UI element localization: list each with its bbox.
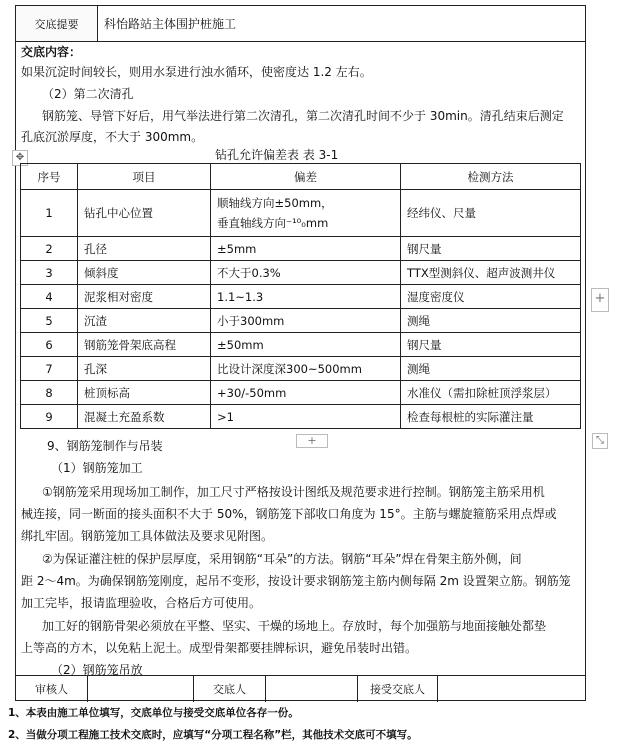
cell-deviation: 不大于0.3% xyxy=(211,261,401,285)
paragraph: 加工好的钢筋骨架必须放在平整、坚实、干燥的场地上。存放时，每个加强筋与地面接触处都垫 xyxy=(42,619,547,633)
cell-item: 沉渣 xyxy=(78,309,211,333)
table-row xyxy=(21,381,581,405)
paragraph: 加工完毕，报请监理验收，合格后方可使用。 xyxy=(21,596,262,610)
paragraph: 距 2～4m。为确保钢筋笼刚度，起吊不变形，按设计要求钢筋笼主筋内侧每隔 2m 设置架立筋。钢筋笼 xyxy=(21,574,571,588)
presenter-field[interactable] xyxy=(266,676,358,702)
receiver-label: 接受交底人 xyxy=(358,676,438,702)
cell-deviation: +30/-50mm xyxy=(211,381,401,405)
table-row xyxy=(21,309,581,333)
cell-item: 桩顶标高 xyxy=(78,381,211,405)
cell-no: 2 xyxy=(21,237,78,261)
cell-no: 3 xyxy=(21,261,78,285)
cell-item: 孔径 xyxy=(78,237,211,261)
deviation-line: 垂直轴线方向⁻¹⁰₀mm xyxy=(217,216,329,230)
header-row xyxy=(16,6,585,42)
column-header: 项目 xyxy=(78,164,211,190)
table-caption: 钻孔允许偏差表 表 3-1 xyxy=(215,148,339,162)
cell-method: 钢尺量 xyxy=(401,237,581,261)
column-header: 偏差 xyxy=(211,164,401,190)
paragraph: 械连接，同一断面的接头面积不大于 50%，钢筋笼下部收口角度为 15°。主筋与螺旋箍筋采用点焊或 xyxy=(21,507,557,521)
column-header: 检测方法 xyxy=(401,164,581,190)
cell-method: 检查每根桩的实际灌注量 xyxy=(401,405,581,429)
cell-no: 7 xyxy=(21,357,78,381)
table-row xyxy=(21,405,581,429)
cell-method: TTX型测斜仪、超声波测井仪 xyxy=(401,261,581,285)
table-row xyxy=(21,190,581,237)
cell-no: 8 xyxy=(21,381,78,405)
cell-method: 水准仪（需扣除桩顶浮浆层） xyxy=(401,381,581,405)
subheading: （2）第二次清孔 xyxy=(42,87,134,101)
cell-no: 9 xyxy=(21,405,78,429)
cell-method: 测绳 xyxy=(401,357,581,381)
cell-deviation xyxy=(211,190,401,237)
cell-item: 钢筋笼骨架底高程 xyxy=(78,333,211,357)
cell-deviation: ±50mm xyxy=(211,333,401,357)
table-header-row xyxy=(21,164,581,190)
cell-no: 6 xyxy=(21,333,78,357)
subheading: （1）钢筋笼加工 xyxy=(51,461,143,475)
paragraph: 如果沉淀时间较长，则用水泵进行浊水循环，使密度达 1.2 左右。 xyxy=(21,65,372,79)
cell-method: 经纬仪、尺量 xyxy=(401,190,581,237)
tolerance-table xyxy=(20,163,581,429)
cell-item: 孔深 xyxy=(78,357,211,381)
resize-icon[interactable]: ⤡ xyxy=(592,433,608,449)
presenter-label: 交底人 xyxy=(194,676,266,702)
cell-item: 泥浆相对密度 xyxy=(78,285,211,309)
add-row-plus-icon[interactable]: + xyxy=(296,434,328,448)
paragraph: ①钢筋笼采用现场加工制作，加工尺寸严格按设计图纸及规范要求进行控制。钢筋笼主筋采用机 xyxy=(42,485,545,499)
subheading: （2）钢筋笼吊放 xyxy=(51,663,143,677)
table-row xyxy=(21,357,581,381)
section-heading: 9、钢筋笼制作与吊装 xyxy=(47,439,163,453)
signoff-row xyxy=(16,675,585,702)
cell-deviation: 1.1~1.3 xyxy=(211,285,401,309)
reviewer-field[interactable] xyxy=(88,676,194,702)
table-row xyxy=(21,285,581,309)
table-row xyxy=(21,333,581,357)
paragraph: 上等高的方木，以免粘上泥土。成型骨架都要挂牌标识，避免吊装时出错。 xyxy=(21,641,418,655)
paragraph: 孔底沉淤厚度，不大于 300mm。 xyxy=(21,130,204,144)
move-icon[interactable]: ✥ xyxy=(12,150,28,166)
table-row xyxy=(21,261,581,285)
cell-method: 钢尺量 xyxy=(401,333,581,357)
column-header: 序号 xyxy=(21,164,78,190)
cell-deviation: >1 xyxy=(211,405,401,429)
header-value[interactable]: 科怡路站主体围护桩施工 xyxy=(104,17,237,31)
cell-method: 测绳 xyxy=(401,309,581,333)
cell-deviation: ±5mm xyxy=(211,237,401,261)
paragraph: ②为保证灌注桩的保护层厚度，采用钢筋“耳朵”的方法。钢筋“耳朵”焊在骨架主筋外侧，间 xyxy=(42,552,522,566)
cell-deviation: 小于300mm xyxy=(211,309,401,333)
deviation-line: 顺轴线方向±50mm， xyxy=(217,196,333,210)
header-label: 交底提要 xyxy=(16,6,98,41)
paragraph: 钢筋笼、导管下好后，用气举法进行第二次清孔，第二次清孔时间不少于 30min。清孔结束后测定 xyxy=(42,109,564,123)
content-heading: 交底内容： xyxy=(21,45,82,59)
reviewer-label: 审核人 xyxy=(16,676,88,702)
cell-no: 1 xyxy=(21,190,78,237)
table-row xyxy=(21,237,581,261)
paragraph: 绑扎牢固。钢筋笼加工具体做法及要求见附图。 xyxy=(21,529,274,543)
add-column-plus-icon[interactable]: + xyxy=(591,288,609,312)
cell-no: 5 xyxy=(21,309,78,333)
cell-no: 4 xyxy=(21,285,78,309)
footnote: 1、本表由施工单位填写，交底单位与接受交底单位各存一份。 xyxy=(8,707,299,719)
cell-item: 钻孔中心位置 xyxy=(78,190,211,237)
cell-deviation: 比设计深度深300~500mm xyxy=(211,357,401,381)
cell-item: 倾斜度 xyxy=(78,261,211,285)
cell-item: 混凝土充盈系数 xyxy=(78,405,211,429)
receiver-field[interactable] xyxy=(438,676,586,702)
cell-method: 湿度密度仪 xyxy=(401,285,581,309)
footnote: 2、当做分项工程施工技术交底时，应填写“分项工程名称”栏，其他技术交底可不填写。 xyxy=(8,729,418,741)
